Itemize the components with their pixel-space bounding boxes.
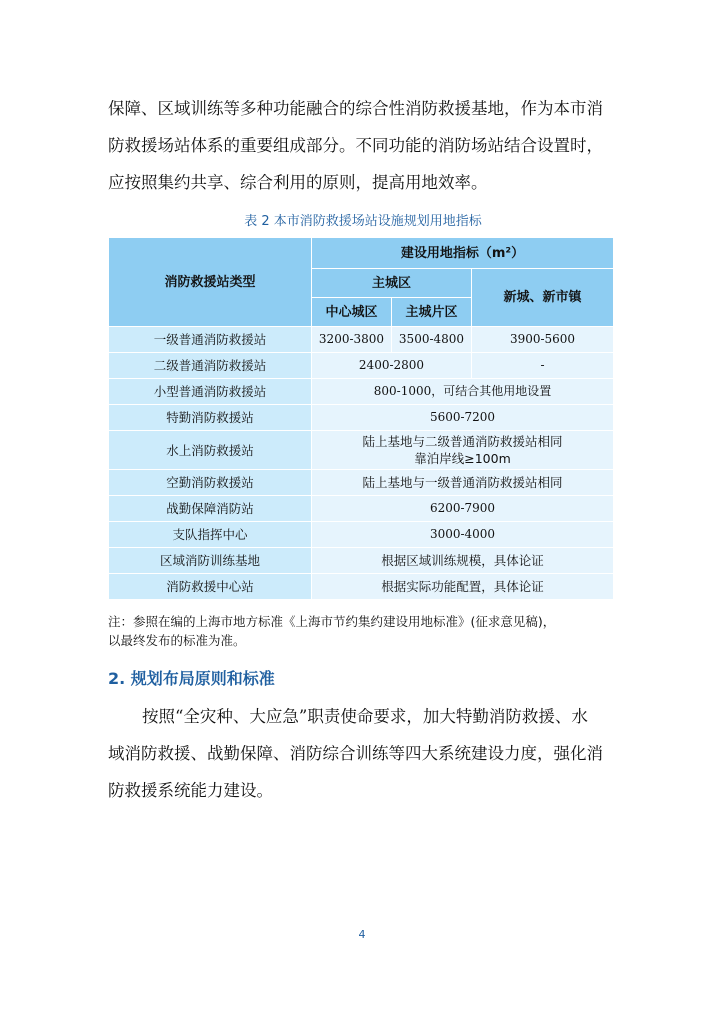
row-type: 二级普通消防救援站 <box>109 353 312 379</box>
row-type: 战勤保障消防站 <box>109 496 312 522</box>
header-indicator: 建设用地指标（m²） <box>312 238 614 269</box>
table-row <box>109 405 614 431</box>
table-note <box>108 612 623 650</box>
cell-all: 根据实际功能配置，具体论证 <box>312 574 614 600</box>
cell-all: 5600-7200 <box>312 405 614 431</box>
header-main-area: 主城片区 <box>392 298 472 327</box>
section-paragraph <box>108 698 618 809</box>
land-use-table <box>108 237 614 600</box>
table-row <box>109 522 614 548</box>
cell-all: 3000-4000 <box>312 522 614 548</box>
cell-all: 根据区域训练规模，具体论证 <box>312 548 614 574</box>
row-type: 一级普通消防救援站 <box>109 327 312 353</box>
cell-center: 3200-3800 <box>312 327 392 353</box>
header-center: 中心城区 <box>312 298 392 327</box>
table-row <box>109 470 614 496</box>
cell-all: 6200-7900 <box>312 496 614 522</box>
table-row <box>109 431 614 470</box>
row-type: 小型普通消防救援站 <box>109 379 312 405</box>
table-row <box>109 353 614 379</box>
row-type: 支队指挥中心 <box>109 522 312 548</box>
section-line: 域消防救援、战勤保障、消防综合训练等四大系统建设力度，强化消 <box>108 744 603 763</box>
cell-all <box>312 431 614 470</box>
table-row <box>109 379 614 405</box>
table-caption: 表 2 本市消防救援场站设施规划用地指标 <box>244 214 482 229</box>
page-number: 4 <box>358 928 366 941</box>
header-main-district: 主城区 <box>312 269 472 298</box>
table-row <box>109 327 614 353</box>
section-line: 按照“全灾种、大应急”职责使命要求，加大特勤消防救援、水 <box>142 707 588 726</box>
cell-new-city: - <box>472 353 614 379</box>
section-heading: 2. 规划布局原则和标准 <box>108 669 275 688</box>
table-row <box>109 548 614 574</box>
note-line: 注：参照在编的上海市地方标准《上海市节约集约建设用地标准》(征求意见稿)， <box>108 614 556 629</box>
table-row <box>109 496 614 522</box>
cell-all: 800-1000，可结合其他用地设置 <box>312 379 614 405</box>
cell-main-district: 2400-2800 <box>312 353 472 379</box>
row-type: 空勤消防救援站 <box>109 470 312 496</box>
header-type: 消防救援站类型 <box>109 238 312 327</box>
cell-all: 陆上基地与一级普通消防救援站相同 <box>312 470 614 496</box>
note-line: 以最终发布的标准为准。 <box>108 633 246 648</box>
section-line: 防救援系统能力建设。 <box>108 781 273 800</box>
row-type: 消防救援中心站 <box>109 574 312 600</box>
intro-line: 防救援场站体系的重要组成部分。不同功能的消防场站结合设置时， <box>108 136 603 155</box>
table-row <box>109 574 614 600</box>
row-type: 区域消防训练基地 <box>109 548 312 574</box>
cell-main-area: 3500-4800 <box>392 327 472 353</box>
intro-line: 应按照集约共享、综合利用的原则，提高用地效率。 <box>108 173 488 192</box>
header-new-city: 新城、新市镇 <box>472 269 614 327</box>
cell-line: 陆上基地与二级普通消防救援站相同 <box>362 434 563 449</box>
cell-line: 靠泊岸线≥100m <box>414 451 511 466</box>
intro-line: 保障、区域训练等多种功能融合的综合性消防救援基地，作为本市消 <box>108 99 603 118</box>
row-type: 特勤消防救援站 <box>109 405 312 431</box>
intro-paragraph <box>108 90 618 201</box>
cell-new-city: 3900-5600 <box>472 327 614 353</box>
row-type: 水上消防救援站 <box>109 431 312 470</box>
